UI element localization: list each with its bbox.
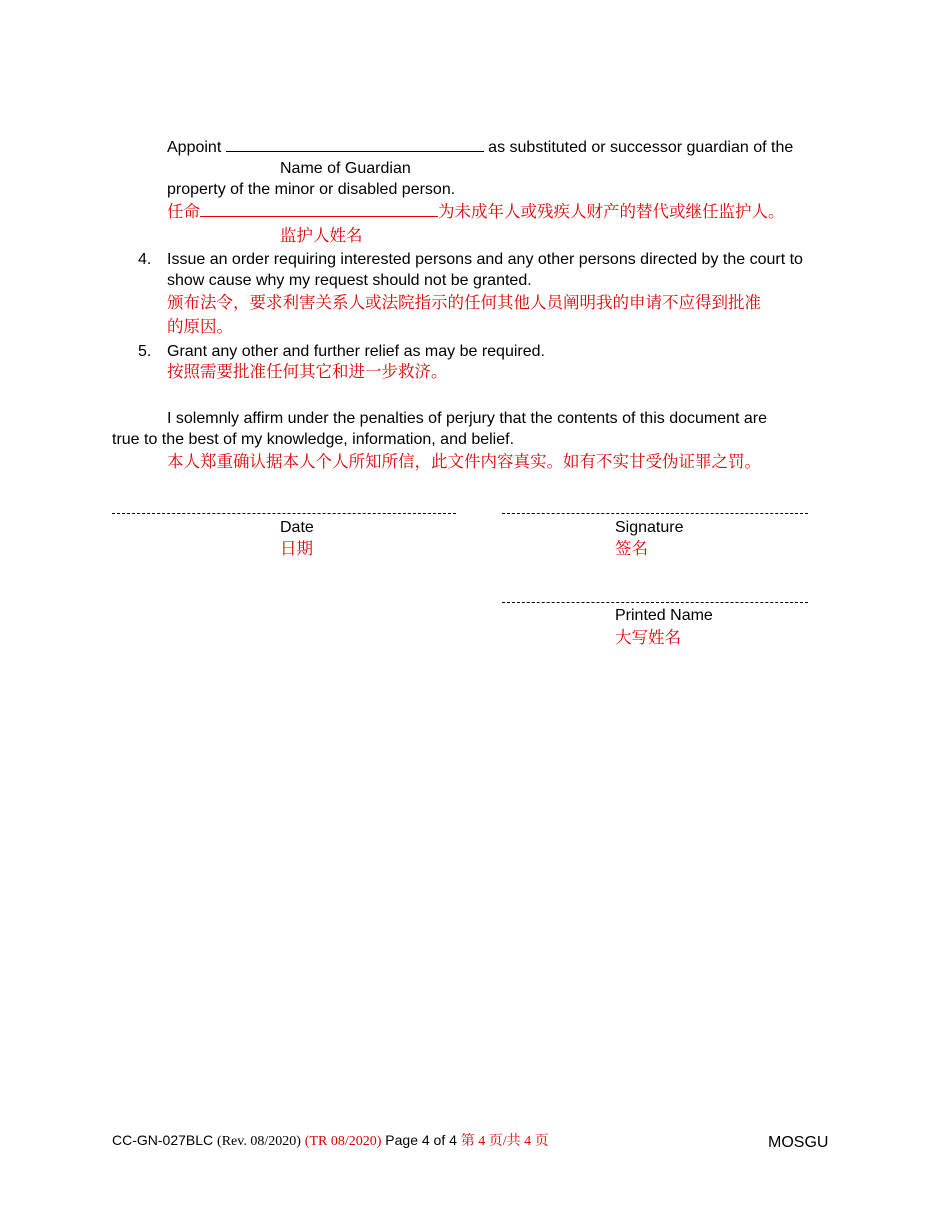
form-id: CC-GN-027BLC xyxy=(112,1132,214,1148)
item-5-en-line-1: Grant any other and further relief as may be required. xyxy=(167,343,545,360)
printed-name-line[interactable] xyxy=(502,602,808,603)
footer-left xyxy=(112,1131,549,1151)
affirmation-zh: 本人郑重确认据本人个人所知所信，此文件内容真实。如有不实甘受伪证罪之罚。 xyxy=(167,452,761,471)
form-revision: (Rev. 08/2020) xyxy=(217,1134,301,1149)
translation-revision: (TR 08/2020) xyxy=(304,1134,382,1149)
guardian-name-zh-caption: 监护人姓名 xyxy=(280,226,363,245)
item-4-zh-line-2: 的原因。 xyxy=(167,317,233,336)
item-4-en-line-1: Issue an order requiring interested persons and any other persons directed by the court to xyxy=(167,251,803,268)
date-label: Date xyxy=(280,519,314,536)
guardian-name-caption: Name of Guardian xyxy=(280,160,411,177)
date-line[interactable] xyxy=(112,513,456,514)
item-4-number: 4. xyxy=(138,251,152,268)
guardian-name-zh-blank[interactable] xyxy=(200,202,438,217)
appoint-zh-prefix: 任命 xyxy=(167,202,200,221)
signature-label: Signature xyxy=(615,519,684,536)
item-4-zh-line-1: 颁布法令，要求利害关系人或法院指示的任何其他人员阐明我的申请不应得到批准 xyxy=(167,293,761,312)
appoint-zh-suffix: 为未成年人或残疾人财产的替代或继任监护人。 xyxy=(438,202,785,221)
signature-line[interactable] xyxy=(502,513,808,514)
page-number-zh: 第 4 页/共 4 页 xyxy=(460,1134,549,1149)
guardian-name-blank[interactable] xyxy=(226,139,484,152)
affirmation-line-1: I solemnly affirm under the penalties of perjury that the contents of this document are xyxy=(167,410,768,427)
printed-name-label: Printed Name xyxy=(615,607,713,624)
item-5-zh-line-1: 按照需要批准任何其它和进一步救济。 xyxy=(167,362,448,381)
appoint-suffix: as substituted or successor guardian of the xyxy=(488,139,794,156)
appoint-line xyxy=(167,138,793,158)
appoint-prefix: Appoint xyxy=(167,139,222,156)
item-5-number: 5. xyxy=(138,343,152,360)
affirmation-line-2: true to the best of my knowledge, information, and belief. xyxy=(112,431,515,448)
item-4-en-line-2: show cause why my request should not be granted. xyxy=(167,272,532,289)
page-number: Page 4 of 4 xyxy=(385,1132,457,1148)
printed-name-zh-label: 大写姓名 xyxy=(615,628,681,647)
date-zh-label: 日期 xyxy=(280,539,313,558)
appoint-zh-line xyxy=(167,201,785,223)
form-code: MOSGU xyxy=(768,1134,829,1151)
appoint-line-2: property of the minor or disabled person. xyxy=(167,181,456,198)
signature-zh-label: 签名 xyxy=(615,539,648,558)
